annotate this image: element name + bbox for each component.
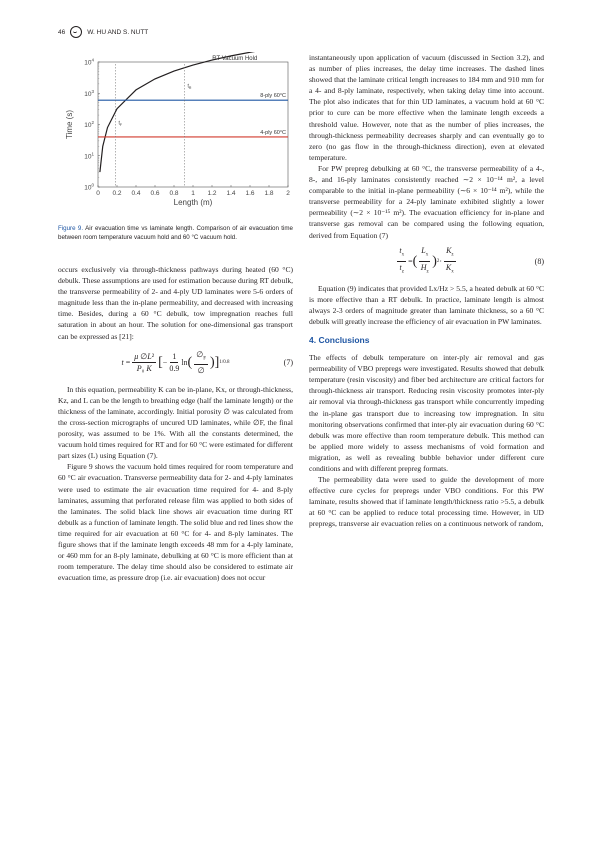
x-tick-label: 0 [96, 190, 100, 197]
y-tick-label: $10^3$ [84, 88, 94, 98]
figure-9-caption [58, 224, 293, 242]
y-tick-exponent: 1 [91, 151, 94, 157]
x-tick-label: 0.4 [131, 190, 141, 197]
running-authors: W. HU AND S. NUTT [87, 28, 149, 36]
x-tick-label: 1.4 [226, 190, 236, 197]
x-tick-label: 1.2 [207, 190, 217, 197]
label-8ply: 8-ply 60°C [260, 93, 286, 100]
paragraph: For PW prepreg debulking at 60 °C, the transverse permeability of a 4-, 8-, and 16-ply laminates consistently reached ∼2 × 10⁻¹⁴ m², a level comparable to the initial in-plane permeability (∼6 × 10⁻¹⁴ m²), while the transverse permeability for a 24-ply laminate exhibited slightly a lower permeability (∼2 × 10⁻¹⁵ m²). The evacuation efficiency for in-plane and transverse gas removal can be compared using the following equation, derived from Equation (7) [309, 163, 544, 240]
equation-number: (7) [283, 358, 293, 368]
figure-9-chart [58, 52, 293, 222]
label-4ply: 4-ply 60°C [260, 129, 286, 136]
paragraph: In this equation, permeability K can be in-plane, Kx, or through-thickness, Kz, and L can be the length to breathing edge (half the laminate length) or the thickness of the laminate, accordingly. Initial porosity ∅ was calculated from the cross-section micrographs of uncured UD laminates, while ∅F, the final porosity, was assumed to be 1%. With all the constants determined, the vacuum hold times required for RT and for 60 °C were estimated for different part sizes (L) using Equation (7). [58, 384, 293, 461]
equation-number: (8) [534, 257, 544, 267]
y-tick-label: $10^4$ [84, 57, 94, 67]
y-tick-label: $10^0$ [84, 182, 94, 192]
series-line-1 [100, 52, 288, 172]
annotation-tr: $t_R$ [187, 83, 192, 91]
annotation-tf-sub: F [119, 123, 123, 127]
x-tick-label: 0.8 [169, 190, 179, 197]
caption-label: Figure 9. [58, 225, 84, 232]
eq7-frac-inner: $\frac{1}{0.9}$ [169, 352, 180, 374]
y-tick-exponent: 4 [91, 57, 94, 63]
paragraph: instantaneously upon application of vacuum (discussed in Section 3.2), and as number of plies increases, the delay time increases. The dashed lines showed that the laminate critical length increases to 184 mm and 910 mm for a 4- and 8-ply laminate, respectively, when taking delay time into account. The plot also indicates that for thin UD laminates, a vacuum hold at 60 °C prior to cure can be more effective when the laminate length exceeds a threshold value. However, note that as the number of plies increases, the through-thickness permeability decreases sharply and can eventually go to zero (no gas flow in the through-thickness direction), even at elevated temperature. [309, 53, 544, 162]
x-tick-label: 0.2 [112, 190, 122, 197]
paragraph: The effects of debulk temperature on inter-ply air removal and gas permeability of VBO prepregs were investigated. Results showed that debulk temperature (resin viscosity) and fiber bed architecture are critical factors for through-thickness air transport. Reducing resin viscosity promotes inter-ply air removal via through-thickness gas transport while concurrently impeding the in-plane gas transport due to increasing tow impregnation. In situ monitoring observations confirmed that inter-ply air evacuation during 60 °C debulk was more effective than room temperature debulk. This method can be applied more widely to assess mechanisms of void formation and migration, as well as revealing bubble behavior under different cure conditions and with different prepreg formats. [309, 353, 544, 473]
x-tick-label: 2 [286, 190, 290, 197]
y-tick-exponent: 3 [91, 88, 94, 94]
section-heading: 4. Conclusions [309, 334, 370, 345]
eq8-frac-t: $\frac{t_x}{t_z}$ [399, 246, 405, 275]
plot-frame [98, 62, 288, 187]
x-tick-label: 0.6 [150, 190, 160, 197]
paragraph: occurs exclusively via through-thickness pathways during heated (60 °C) debulk. These assumptions are used for estimation because during RT debulk, the transverse permeability of 2- and 4-ply UD laminates were 5-6 orders of magnitude less than the in-plane permeability, and decreased with increasing time. Besides, during a 60 °C debulk, tow impregnation reaches full saturation in about an hour. The solution for one-dimensional gas transport can be expressed as [21]: [58, 265, 293, 341]
eq7-frac-ratio: $\frac{\emptyset_F}{\emptyset}$ [196, 349, 206, 376]
annotation-tr-sub: R [188, 86, 192, 91]
y-tick-exponent: 0 [91, 182, 94, 188]
x-axis-label: Length (m) [173, 198, 213, 207]
x-tick-label: 1 [191, 190, 195, 197]
paragraph: Figure 9 shows the vacuum hold times required for room temperature and 60 °C air evacuation. Transverse permeability data for 2- and 4-ply laminates were used to estimate the air evacuation time required for 4- and 8-ply laminates, assuming that perforated release film was applied to both sides of the laminates. The solid black line shows air evacuation time during RT debulk as a function of laminate length. The solid blue and red lines show the time required for air evacuation at 60 °C for 4- and 8-ply laminates. The figure shows that if the laminate length exceeds 48 mm for a 4-ply laminate, or 460 mm for an 8-ply laminate, debulking at 60 °C is more efficient than at room temperature. The delay time should also be considered to estimate air evacuation time, as pressure drop (i.e. air evacuation) does not occur [58, 462, 293, 583]
eq8-frac-k: $\frac{K_z}{K_x}$ [445, 246, 454, 275]
x-tick-label: 1.6 [245, 190, 255, 197]
equation-7: t = $\frac{\text{μ ∅L²}}{\text{P₀ K}}$ [ − $\frac{1}{0.9}$ ln ( $\frac{\emptyset_F}{\emptyset}$ ) ] 1/0.8 (7) [121, 349, 293, 376]
right-column [309, 52, 544, 530]
eq8-frac-l: $\frac{L_x}{H_z}$ [420, 246, 429, 275]
eq7-frac-main: $\frac{\text{μ ∅L²}}{\text{P₀ K}}$ [134, 352, 155, 374]
left-column [58, 264, 293, 583]
paragraph: Equation (9) indicates that provided Lx/Hz > 5.5, a heated debulk at 60 °C is more effective than a RT debulk. In practice, laminate length is almost always 2-3 orders of magnitude greater than laminate thickness, so a 60 °C debulk will greatly increase the efficiency of air evacuation in PW laminates. [309, 283, 544, 326]
publisher-logo-icon [70, 26, 82, 38]
running-header [58, 26, 148, 38]
legend-rt-label: RT Vacuum Hold [212, 56, 258, 62]
x-tick-label: 1.8 [264, 190, 274, 197]
annotation-tf: $t_F$ [118, 120, 123, 127]
page-number: 46 [58, 28, 66, 36]
y-tick-exponent: 2 [91, 120, 94, 125]
paragraph: The permeability data were used to guide the development of more effective cure cycles for prepregs under VBO conditions. For this PW laminate, results showed that if laminate length/thickness ratio >5.5, a debulk at 60 °C can be applied to reduce total processing time. However, in UD prepregs, transverse air evacuation relies on a continuous network of random, [309, 475, 544, 529]
y-tick-label: $10^1$ [84, 151, 94, 161]
y-axis-label: Time (s) [65, 109, 74, 140]
y-tick-label: $10^2$ [84, 120, 94, 129]
equation-8: $\frac{t_x}{t_z}$ = ( $\frac{L_x}{H_z}$ ) 2 · $\frac{K_z}{K_x}$ (8) [309, 247, 544, 277]
caption-text: Air evacuation time vs laminate length. Comparison of air evacuation time between room temperature vacuum hold and 60 °C vacuum hold. [58, 225, 293, 241]
